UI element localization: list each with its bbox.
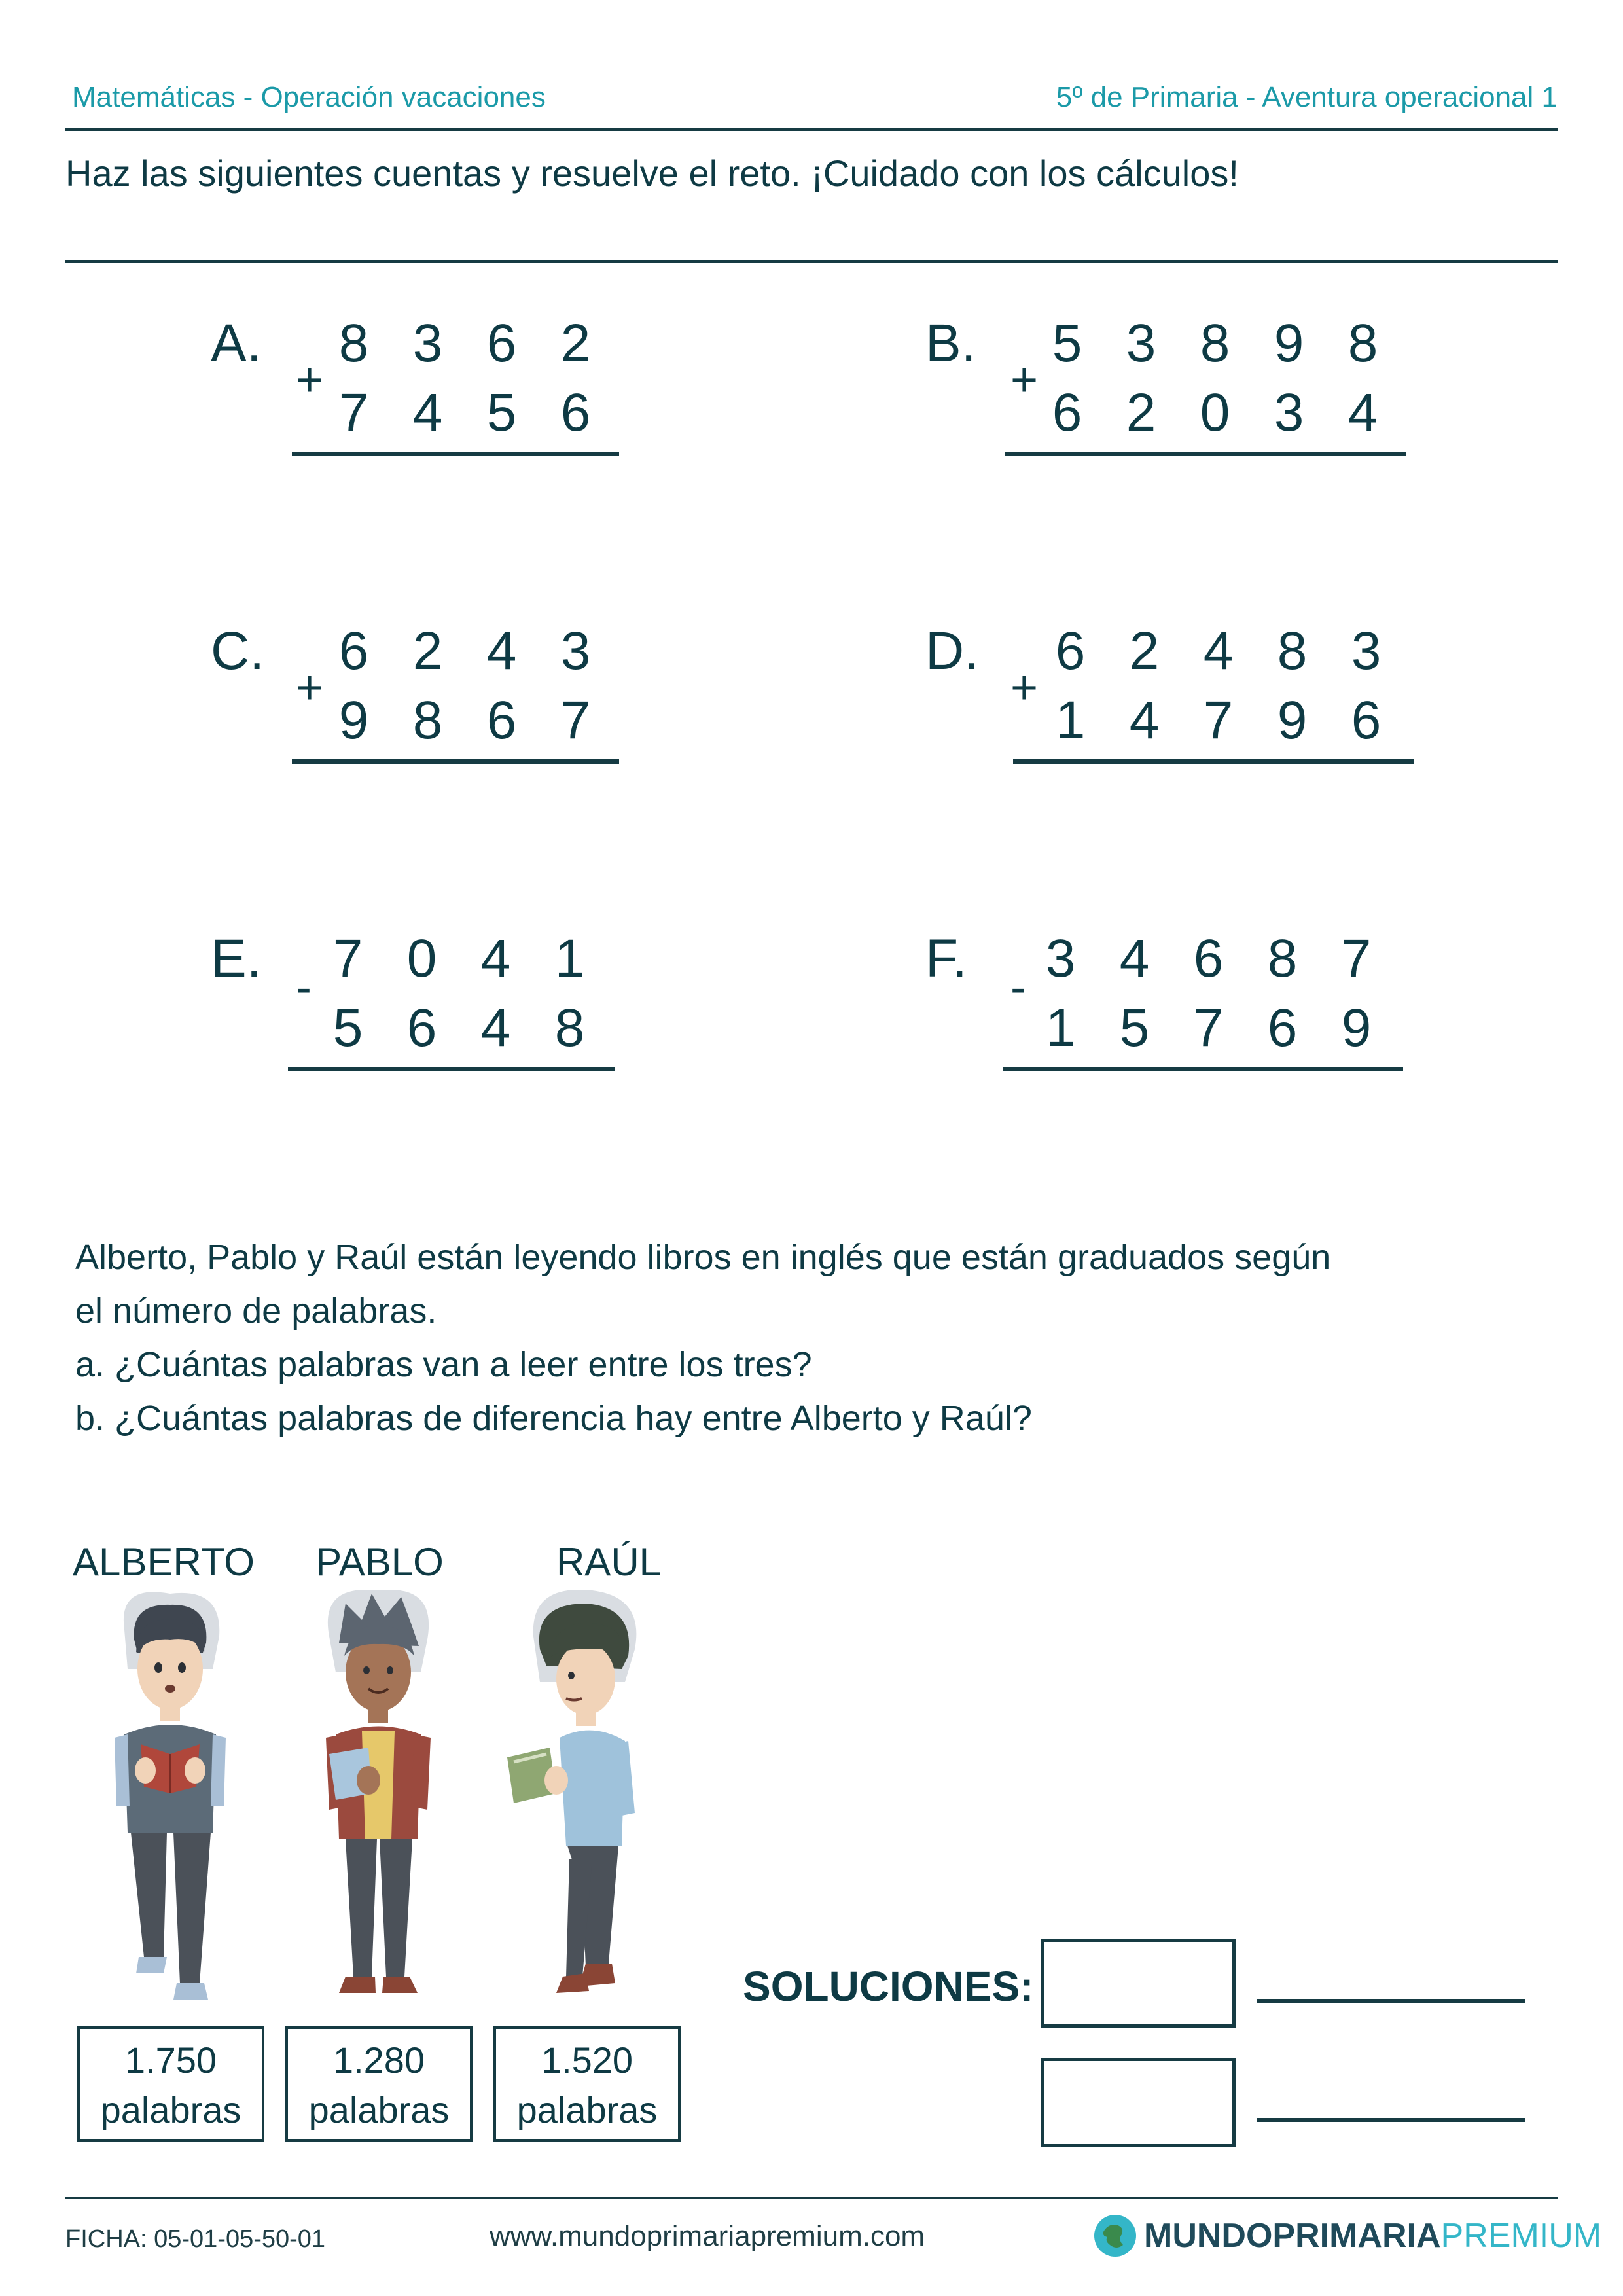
header-grade: 5º de Primaria - Aventura operacional 1 xyxy=(1056,81,1558,113)
digit: 4 xyxy=(1129,691,1160,750)
digit: 9 xyxy=(1274,314,1304,373)
header-subject: Matemáticas - Operación vacaciones xyxy=(72,81,546,113)
digit: 8 xyxy=(1347,314,1378,373)
operation-sign: + xyxy=(296,354,324,406)
digit: 2 xyxy=(1126,383,1156,442)
digit: 1 xyxy=(554,929,585,988)
instruction-divider xyxy=(65,260,1558,263)
digit: 3 xyxy=(1045,929,1076,988)
digit: 0 xyxy=(406,929,437,988)
operation-letter: A. xyxy=(211,314,262,373)
operation-sign: + xyxy=(1010,662,1039,714)
operation-bottom-number xyxy=(1024,997,1393,1059)
digit: 5 xyxy=(1119,998,1150,1058)
answer-line xyxy=(292,452,619,456)
digit: 3 xyxy=(1351,621,1382,681)
operation-sign: + xyxy=(1010,354,1039,406)
operation-letter: E. xyxy=(211,929,262,988)
digit: 7 xyxy=(1341,929,1372,988)
digit: 5 xyxy=(1052,314,1082,373)
digit: 6 xyxy=(1193,929,1224,988)
solution-line-a[interactable] xyxy=(1257,1999,1525,2003)
raul-word-count xyxy=(493,2026,681,2142)
digit: 7 xyxy=(1203,691,1234,750)
answer-line xyxy=(1013,759,1414,764)
digit: 4 xyxy=(480,998,511,1058)
digit: 8 xyxy=(554,998,585,1058)
operation-f xyxy=(925,928,1397,1092)
operation-top-number xyxy=(1024,928,1393,990)
digit: 8 xyxy=(1200,314,1230,373)
operation-top-number xyxy=(1033,620,1403,682)
digit: 7 xyxy=(338,383,369,442)
problem-line: Alberto, Pablo y Raúl están leyendo libros en inglés que están graduados según xyxy=(75,1238,1331,1277)
operation-letter: D. xyxy=(925,621,979,681)
answer-line xyxy=(292,759,619,764)
digit: 4 xyxy=(486,621,517,681)
operation-c xyxy=(211,620,682,784)
solution-line-b[interactable] xyxy=(1257,2118,1525,2122)
digit: 5 xyxy=(332,998,363,1058)
operation-d xyxy=(925,620,1397,784)
operation-bottom-number xyxy=(1030,382,1400,444)
operation-top-number xyxy=(317,313,613,374)
word-count-number: 1.280 xyxy=(332,2039,425,2081)
child-name-alberto: ALBERTO xyxy=(73,1540,255,1584)
digit: 8 xyxy=(1267,929,1298,988)
digit: 4 xyxy=(412,383,443,442)
operation-letter: C. xyxy=(211,621,264,681)
digit: 6 xyxy=(560,383,591,442)
operation-letter: B. xyxy=(925,314,976,373)
word-count-unit: palabras xyxy=(516,2089,658,2130)
solution-box-b[interactable] xyxy=(1041,2058,1236,2147)
pablo-illustration xyxy=(306,1590,450,2016)
brand-logo xyxy=(1092,2212,1601,2259)
digit: 4 xyxy=(1347,383,1378,442)
operation-sign: - xyxy=(1010,961,1026,1014)
digit: 3 xyxy=(1274,383,1304,442)
alberto-word-count xyxy=(77,2026,264,2142)
word-count-unit: palabras xyxy=(100,2089,241,2130)
logo-mundo: MUNDO xyxy=(1144,2217,1273,2255)
solution-box-a[interactable] xyxy=(1041,1939,1236,2028)
digit: 6 xyxy=(486,691,517,750)
child-name-raul: RAÚL xyxy=(556,1540,662,1584)
operation-letter: F. xyxy=(925,929,967,988)
digit: 4 xyxy=(1119,929,1150,988)
header-divider xyxy=(65,128,1558,131)
digit: 0 xyxy=(1200,383,1230,442)
operation-top-number xyxy=(311,928,607,990)
operation-bottom-number xyxy=(311,997,607,1059)
digit: 1 xyxy=(1055,691,1086,750)
operation-top-number xyxy=(317,620,613,682)
digit: 2 xyxy=(560,314,591,373)
logo-premium: PREMIUM xyxy=(1440,2217,1602,2255)
digit: 9 xyxy=(1341,998,1372,1058)
logo-primaria: PRIMARIA xyxy=(1272,2217,1441,2255)
digit: 8 xyxy=(338,314,369,373)
digit: 4 xyxy=(1203,621,1234,681)
digit: 2 xyxy=(412,621,443,681)
digit: 3 xyxy=(1126,314,1156,373)
digit: 3 xyxy=(412,314,443,373)
digit: 5 xyxy=(486,383,517,442)
child-name-pablo: PABLO xyxy=(315,1540,444,1584)
digit: 6 xyxy=(1052,383,1082,442)
digit: 6 xyxy=(406,998,437,1058)
operation-b xyxy=(925,313,1397,476)
digit: 8 xyxy=(412,691,443,750)
answer-line xyxy=(1003,1067,1403,1071)
solutions-label: SOLUCIONES: xyxy=(743,1963,1034,2010)
website-url[interactable]: www.mundoprimariapremium.com xyxy=(490,2220,925,2252)
digit: 2 xyxy=(1129,621,1160,681)
digit: 1 xyxy=(1045,998,1076,1058)
answer-line xyxy=(288,1067,615,1071)
operation-sign: + xyxy=(296,662,324,714)
pablo-word-count xyxy=(285,2026,473,2142)
digit: 6 xyxy=(1267,998,1298,1058)
question-a: a. ¿Cuántas palabras van a leer entre los tres? xyxy=(75,1345,812,1384)
instruction-text: Haz las siguientes cuentas y resuelve el reto. ¡Cuidado con los cálculos! xyxy=(65,152,1239,194)
digit: 9 xyxy=(338,691,369,750)
ficha-code: FICHA: 05-01-05-50-01 xyxy=(65,2225,326,2253)
word-count-unit: palabras xyxy=(308,2089,450,2130)
word-count-number: 1.520 xyxy=(541,2039,633,2081)
digit: 7 xyxy=(332,929,363,988)
word-problem xyxy=(75,1230,1567,1445)
operation-bottom-number xyxy=(1033,690,1403,751)
operation-sign: - xyxy=(296,961,312,1014)
question-b: b. ¿Cuántas palabras de diferencia hay entre Alberto y Raúl? xyxy=(75,1399,1032,1438)
digit: 6 xyxy=(486,314,517,373)
operation-a xyxy=(211,313,682,476)
globe-icon xyxy=(1092,2212,1139,2259)
digit: 4 xyxy=(480,929,511,988)
operation-bottom-number xyxy=(317,690,613,751)
operation-bottom-number xyxy=(317,382,613,444)
digit: 7 xyxy=(1193,998,1224,1058)
digit: 6 xyxy=(1055,621,1086,681)
digit: 6 xyxy=(338,621,369,681)
operation-e xyxy=(211,928,682,1092)
problem-line: el número de palabras. xyxy=(75,1291,437,1331)
digit: 8 xyxy=(1277,621,1308,681)
digit: 7 xyxy=(560,691,591,750)
digit: 3 xyxy=(560,621,591,681)
alberto-illustration xyxy=(98,1590,242,2016)
digit: 9 xyxy=(1277,691,1308,750)
operation-top-number xyxy=(1030,313,1400,374)
footer-divider xyxy=(65,2197,1558,2199)
digit: 6 xyxy=(1351,691,1382,750)
raul-illustration xyxy=(494,1590,664,2016)
word-count-number: 1.750 xyxy=(124,2039,217,2081)
answer-line xyxy=(1005,452,1406,456)
